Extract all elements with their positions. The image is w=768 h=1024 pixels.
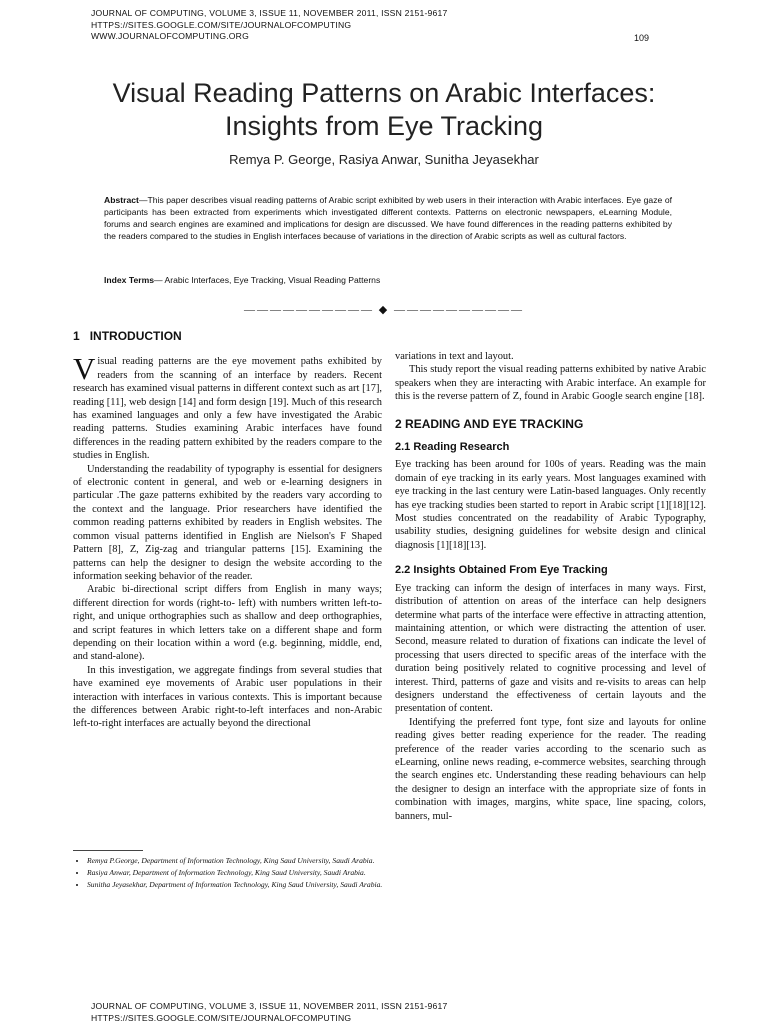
header-journal-line: JOURNAL OF COMPUTING, VOLUME 3, ISSUE 11, NOVEMBER 2011, ISSN 2151-9617: [91, 8, 448, 18]
footnote-rule: [73, 850, 143, 851]
drop-cap: V: [73, 351, 96, 387]
footnote-item: • Rasiya Anwar, Department of Information Technology, King Saud University, Saudi Arabia.: [87, 868, 383, 878]
running-footer: [91, 1001, 447, 1024]
section-divider: —————————— ◆ ——————————: [244, 304, 524, 316]
right-column: [395, 350, 706, 823]
section-1-first-letter: I: [89, 329, 94, 343]
footer-url-line: HTTPS://SITES.GOOGLE.COM/SITE/JOURNALOFCOMPUTING: [91, 1012, 352, 1023]
section-2-heading: [395, 418, 706, 431]
title-line-2: Insights from Eye Tracking: [224, 111, 544, 141]
index-terms: [104, 275, 672, 285]
subsection-2-1-paragraph: Eye tracking has been around for 100s of years. Reading was the main domain of eye tracking in its early years. Most languages examined with eye tracking in the last century were Latin-based languages. Only recently has eye tracking studies been started to report in Arabic script [1][18][12]. Most studies concentrated on the readability of Arabic Typography, usability studies, designing guidelines for website design and clinical diagnosis [1][18][13].: [395, 459, 706, 551]
header-website-line: WWW.JOURNALOFCOMPUTING.ORG: [91, 31, 249, 41]
intro-paragraph-4: In this investigation, we aggregate findings from several studies that have examined eye movements of Arabic user populations in their interaction with interfaces in various contexts. This is important because the differences between Arabic right-to-left interfaces and non-Arabic left-to-right interfaces are actually beyond the directional: [73, 664, 382, 730]
footnote-item: • Remya P.George, Department of Information Technology, King Saud University, Saudi Arabia.: [87, 856, 383, 866]
footer-journal-line: JOURNAL OF COMPUTING, VOLUME 3, ISSUE 11, NOVEMBER 2011, ISSN 2151-9617: [91, 1001, 448, 1011]
section-1-heading: [73, 330, 382, 343]
left-column: [73, 330, 382, 731]
intro-paragraph-3: Arabic bi-directional script differs from English in many ways; different direction for words (right-to- left) with numbers written left-to-right, and unique orthographies such as shallow and deep orthographies, and script features in which letters take on a different shape and form depending on their location within a word (e.g. beginning, middle, end, and stand-alone).: [73, 584, 382, 663]
title-line-1: Visual Reading Patterns on Arabic Interfaces:: [112, 78, 656, 108]
subsection-2-2-paragraph-2: Identifying the preferred font type, font size and layouts for online reading gives better reading experience for the reader. The reading preference of the reader varies according to the scenario such as eLearning, online news reading, e-commerce websites, searching through the search engines etc. Understanding these reading behaviours can help the designer to design an interface with the appropriate size of fonts in combination with images, margins, white space, line spacing, colors, banners, mul-: [395, 716, 706, 822]
subsection-2-1-heading: 2.1 Reading Research: [395, 441, 510, 454]
section-2-title-part-1: EADING AND: [413, 416, 490, 431]
index-terms-text: — Arabic Interfaces, Eye Tracking, Visual Reading Patterns: [154, 275, 381, 285]
intro-paragraph-1-text: isual reading patterns are the eye movement paths exhibited by readers from the scanning of an interface by readers. Recent research has examined visual patterns in different context such as art [17], reading [11], web design [14] and form design [19]. Much of this research has examined languages and only a few have investigated the Arabic reading patterns. Studies examining Arabic interfaces have found differences in the reading pattern exhibited by the readers compare to the studies in English.: [73, 356, 382, 462]
section-1-number: 1: [73, 329, 80, 343]
intro-paragraph-4-continued: variations in text and layout.: [395, 351, 514, 362]
subsection-2-2-heading: 2.2 Insights Obtained From Eye Tracking: [395, 564, 608, 577]
abstract-text: —This paper describes visual reading patterns of Arabic script exhibited by web users in their interaction with Arabic interfaces. Eye gaze of participants has been extracted from experiments which investigated different contexts. Patterns on electronic newspapers, eLearning Module, forums and search engines are examined and implications for design are discussed. We have found differences in the reading patterns exhibited by the readers compared to the studies in English interfaces because of variations in the direction of Arabic scripts as well as cultural factors.: [104, 195, 672, 241]
author-list: Remya P. George, Rasiya Anwar, Sunitha Jeyasekhar: [229, 152, 539, 167]
section-2-first-letter: R: [405, 416, 414, 431]
footnote-item: • Sunitha Jeyasekhar, Department of Information Technology, King Saud University, Saudi Arabia.: [87, 880, 383, 890]
paper-title: [0, 77, 768, 143]
abstract-label: Abstract: [104, 195, 139, 205]
section-2-second-first-letter: E: [492, 416, 501, 431]
abstract: [104, 195, 672, 243]
intro-paragraph-5: This study report the visual reading patterns exhibited by native Arabic speakers when they are interacting with Arabic interface. An example for this is the reverse pattern of Z, found in Arabic Google search engine [18].: [395, 364, 706, 403]
author-footnotes: [73, 856, 383, 892]
index-terms-label: Index Terms: [104, 275, 154, 285]
intro-paragraph-2: Understanding the readability of typography is essential for designers of electronic content in general, and web or e-learning designers in particular .The gaze patterns exhibited by the readers vary according to the context and the language. Prior researchers have identified the common reading patterns exhibited by readers in English websites. The common visual patterns identified in English are Nielson's F Shaped Pattern [8], Z, Zig-zag and triangular patterns [15]. Examining the patterns can help the designer to design the website according to the information seeking behavior of the reader.: [73, 463, 382, 582]
subsection-2-2-paragraph-1: Eye tracking can inform the design of interfaces in many ways. First, distribution of attention on areas of the interface can help designers determine what parts of the interface were effective in attracting attention, maintaining attention, or which were distracting the attention of user. Second, measure related to duration of fixations can indicate the level of processing that users directed to specific areas of the interface with the duration being positively related to cognitive processing and level of interest. Third, patterns of gaze and visits and re-visits to areas can help designers understand the effectiveness of certain layouts and the presentation of content.: [395, 582, 706, 715]
section-2-title-part-2: YE TRACKING: [500, 416, 584, 431]
page-number: 109: [634, 33, 650, 43]
intro-paragraph-1: [73, 351, 382, 462]
running-header: [91, 8, 447, 43]
header-url-line: HTTPS://SITES.GOOGLE.COM/SITE/JOURNALOFCOMPUTING: [91, 19, 352, 30]
section-1-title-rest: NTRODUCTION: [93, 329, 182, 343]
section-2-number: 2: [395, 416, 402, 431]
